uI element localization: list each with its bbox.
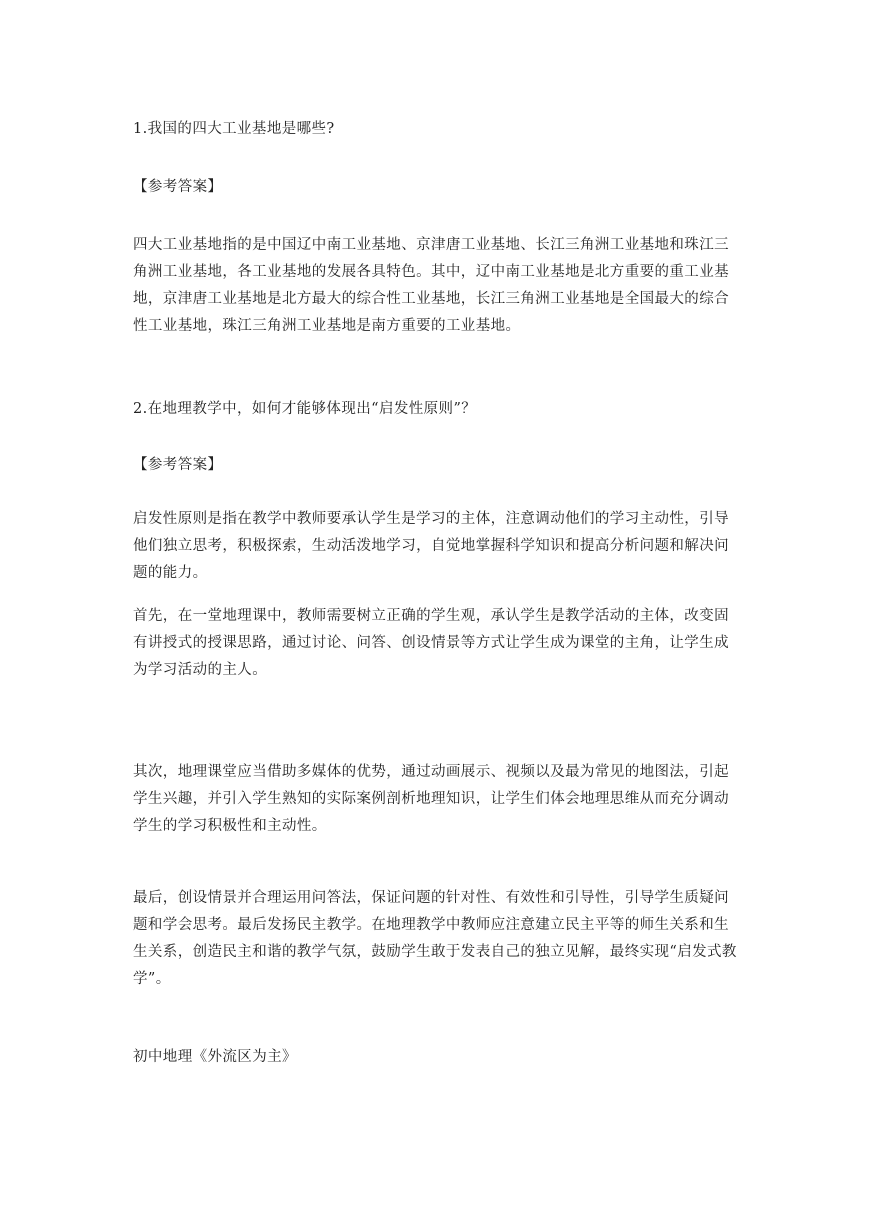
answer-2-paragraph-3: 其次，地理课堂应当借助多媒体的优势，通过动画展示、视频以及最为常见的地图法，引起学生兴趣，并引入学生熟知的实际案例剖析地理知识，让学生们体会地理思维从而充分调动学生的学习积极性和主动性。 [133, 764, 729, 834]
answer-2-paragraph-2: 首先，在一堂地理课中，教师需要树立正确的学生观，承认学生是教学活动的主体，改变固有讲授式的授课思路，通过讨论、问答、创设情景等方式让学生成为课堂的主角，让学生成为学习活动的主人。 [133, 608, 729, 678]
answer-2-paragraph-4: 最后，创设情景并合理运用问答法，保证问题的针对性、有效性和引导性，引导学生质疑问题和学会思考。最后发扬民主教学。在地理教学中教师应注意建立民主平等的师生关系和生生关系，创造民主和谐的教学气氛，鼓励学生敢于发表自己的独立见解，最终实现“启发式教学”。 [133, 890, 737, 987]
question-2: 2.在地理教学中，如何才能够体现出“启发性原则”？ [133, 401, 477, 417]
question-1: 1.我国的四大工业基地是哪些? [133, 121, 335, 137]
answer-2-paragraph-1: 启发性原则是指在教学中教师要承认学生是学习的主体，注意调动他们的学习主动性，引导他们独立思考，积极探索，生动活泼地学习，自觉地掌握科学知识和提高分析问题和解决问题的能力。 [133, 511, 729, 581]
answer-1-text: 四大工业基地指的是中国辽中南工业基地、京津唐工业基地、长江三角洲工业基地和珠江三角洲工业基地，各工业基地的发展各具特色。其中，辽中南工业基地是北方重要的重工业基地，京津唐工业基地是北方最大的综合性工业基地，长江三角洲工业基地是全国最大的综合性工业基地，珠江三角洲工业基地是南方重要的工业基地。 [133, 237, 729, 334]
footer-title: 初中地理《外流区为主》 [133, 1049, 297, 1065]
answer-heading-2: 【参考答案】 [133, 457, 223, 473]
answer-heading-1: 【参考答案】 [133, 179, 223, 195]
